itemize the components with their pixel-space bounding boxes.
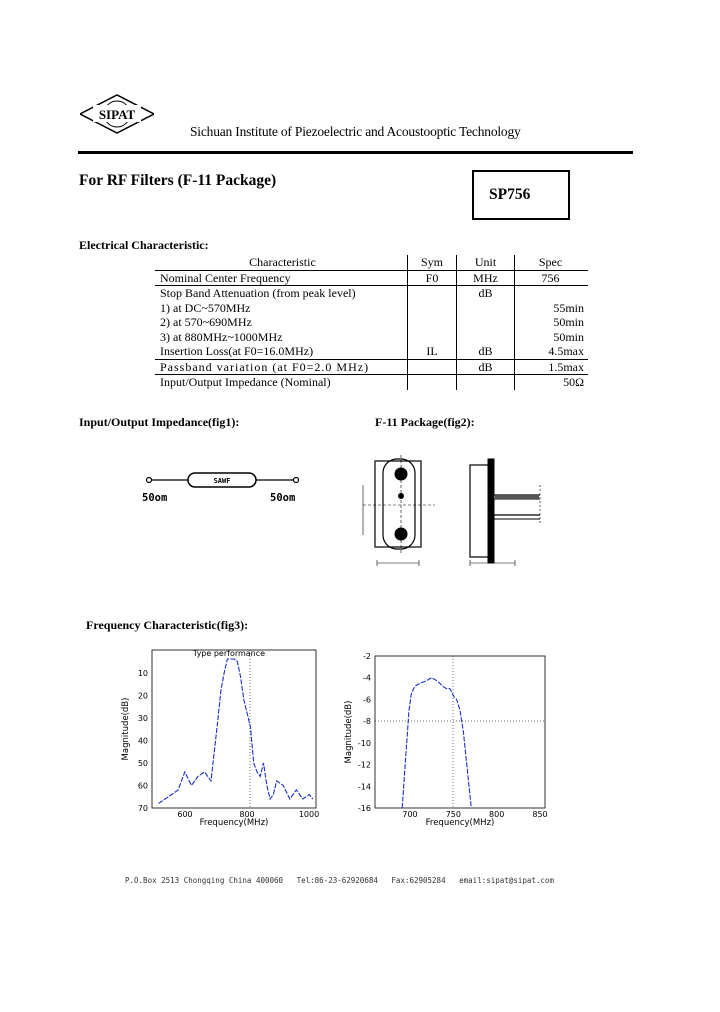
electrical-heading: Electrical Characteristic: (79, 238, 209, 252)
x-axis-label: Frequency(MHz) (199, 818, 269, 828)
y-tick-label: 60 (137, 781, 148, 791)
col-spec: Spec (515, 255, 589, 270)
col-sym: Sym (408, 255, 457, 270)
y-tick-label: 30 (137, 714, 148, 723)
cell-sym (408, 315, 457, 330)
cell-unit (457, 375, 515, 390)
cell-spec: 50min (515, 315, 589, 330)
package-top-view (363, 455, 435, 566)
y-axis-label: Magnitude(dB) (344, 700, 354, 764)
cell-unit: dB (457, 344, 515, 359)
y-tick-label: -4 (363, 673, 371, 683)
y-tick-label: 20 (137, 691, 148, 701)
right-impedance-label: 50om (270, 492, 296, 504)
table-row (155, 375, 588, 390)
left-impedance-label: 50om (142, 492, 168, 504)
y-tick-label: -6 (363, 695, 371, 705)
cell-spec: 55min (515, 301, 589, 316)
x-tick-label: 800 (489, 810, 505, 819)
table-row (155, 315, 588, 330)
cell-characteristic: 2) at 570~690MHz (160, 315, 252, 329)
impedance-diagram (140, 462, 310, 506)
y-tick-label: 40 (137, 736, 148, 746)
y-tick-label: 10 (137, 669, 148, 678)
x-tick-label: 800 (239, 810, 255, 819)
x-tick-label: 600 (177, 810, 193, 819)
package-side-view (470, 459, 540, 566)
part-number: SP756 (489, 186, 531, 203)
cell-characteristic: Input/Output Impedance (Nominal) (160, 375, 331, 389)
institute-name: Sichuan Institute of Piezoelectric and Acoustooptic Technology (190, 124, 521, 139)
table-row (155, 286, 588, 301)
series-line (402, 678, 471, 808)
cell-unit: dB (457, 359, 515, 375)
cell-unit: MHz (457, 270, 515, 286)
cell-characteristic: 3) at 880MHz~1000MHz (160, 329, 283, 344)
contact-footer: P.O.Box 2513 Chongqing China 400060 Tel:86-23-62920684 Fax:62905284 email:sipat@sipat.com (125, 876, 554, 885)
chart-title: Type performance (192, 649, 266, 658)
series-line (159, 659, 313, 804)
y-tick-label: -14 (357, 782, 371, 792)
sawf-label: SAWF (213, 477, 231, 485)
col-characteristic: Characteristic (155, 255, 408, 270)
cell-unit (457, 315, 515, 330)
cell-spec: 50Ω (515, 375, 589, 390)
x-tick-label: 700 (402, 810, 418, 819)
x-tick-label: 1000 (298, 810, 320, 819)
cell-spec: 50min (515, 330, 589, 345)
plot-frame (152, 650, 316, 808)
cell-characteristic: Stop Band Attenuation (from peak level) (160, 286, 356, 300)
cell-unit: dB (457, 286, 515, 301)
cell-spec: 4.5max (515, 344, 589, 359)
y-tick-label: -2 (363, 652, 371, 661)
cell-unit (457, 301, 515, 316)
y-tick-label: -10 (357, 738, 371, 748)
cell-sym (408, 286, 457, 301)
y-tick-label: -16 (357, 804, 371, 813)
header-rule (78, 151, 633, 154)
y-tick-label: 50 (137, 759, 148, 768)
page-title: For RF Filters (F-11 Package) (79, 172, 277, 189)
cell-spec: 756 (515, 270, 589, 286)
x-tick-label: 750 (445, 810, 461, 819)
plot-frame (375, 656, 545, 808)
cell-spec (515, 286, 589, 301)
cell-characteristic: 1) at DC~570MHz (160, 300, 251, 315)
cell-sym (408, 359, 457, 375)
fig1-heading: Input/Output Impedance(fig1): (79, 415, 240, 429)
package-drawing (355, 455, 555, 575)
col-unit: Unit (457, 255, 515, 270)
spec-table (155, 255, 588, 390)
table-row (155, 301, 588, 316)
sipat-logo (80, 93, 154, 135)
x-tick-label: 850 (532, 810, 548, 819)
cell-sym (408, 301, 457, 316)
cell-characteristic: Insertion Loss(at F0=16.0MHz) (155, 344, 408, 359)
wideband-response-chart (110, 640, 330, 835)
passband-response-chart (335, 640, 560, 835)
cell-sym (408, 375, 457, 390)
y-tick-label: -8 (363, 717, 371, 727)
cell-characteristic: Nominal Center Frequency (155, 270, 408, 286)
y-tick-label: 70 (137, 804, 148, 813)
y-tick-label: -12 (357, 760, 371, 770)
table-row (155, 270, 588, 286)
fig2-heading: F-11 Package(fig2): (375, 415, 475, 429)
cell-characteristic: Passband variation (at F0=2.0 MHz) (155, 359, 408, 375)
cell-sym: IL (408, 344, 457, 359)
cell-spec: 1.5max (515, 359, 589, 375)
y-axis-label: Magnitude(dB) (121, 697, 131, 761)
table-row (155, 344, 588, 359)
table-row (155, 330, 588, 345)
cell-unit (457, 330, 515, 345)
fig3-heading: Frequency Characteristic(fig3): (86, 618, 249, 632)
table-row (155, 359, 588, 375)
x-axis-label: Frequency(MHz) (425, 818, 495, 828)
logo-text: SIPAT (98, 107, 136, 122)
cell-sym: F0 (408, 270, 457, 286)
cell-sym (408, 330, 457, 345)
